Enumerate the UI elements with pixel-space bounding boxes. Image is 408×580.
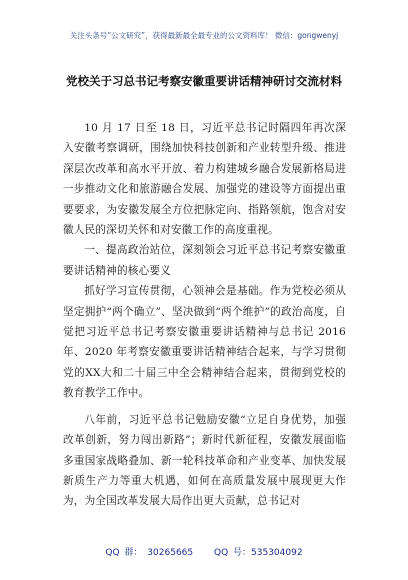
- contact-footer: [0, 545, 408, 558]
- paragraph-intro: 10 月 17 日至 18 日，习近平总书记时隔四年再次深入安徽考察调研，围绕加快科技创新和产业转型升级、推进深层次改革和高水平开放、着力构建城乡融合发展新格局进一步推动文化和旅游融合发展、加强党的建设等方面提出重要要求，为安徽发展全方位把脉定向、指路领航，饱含对安徽人民的深切关怀和对安徽工作的高度重视。: [63, 122, 346, 237]
- qq-group-text: QQ 群： 30265665: [105, 548, 194, 558]
- document-body: [63, 118, 346, 512]
- section-heading-1: 一、提高政治站位，深刻领会习近平总书记考察安徽重要讲话精神的核心要义: [63, 244, 346, 277]
- promo-banner: 关注头条号“公文研究”，获得最新最全最专业的公文资料库！ 微信：gongwenyj: [69, 31, 339, 40]
- qq-number-text: QQ 号：535304092: [214, 548, 303, 558]
- document-title: 党校关于习总书记考察安徽重要讲话精神研讨交流材料: [66, 74, 342, 88]
- paragraph-study: 抓好学习宣传贯彻，心领神会是基础。作为党校必须从坚定拥护“两个确立”、坚决做到“两个维护”的政治高度，自觉把习近平总书记考察安徽重要讲话精神与总书记 2016 年、2020 年考察安徽重要讲话精神结合起来，与学习贯彻党的XX大和二十届三中全会精神结合起来，贯彻到党校的教育教学工作中。: [63, 285, 346, 400]
- paragraph-eight-years: 八年前，习近平总书记勉励安徽“立足自身优势，加强改革创新，努力闯出新路”；新时代新征程，安徽发展面临多重国家战略叠加、新一轮科技革命和产业变革、加快发展新质生产力等重大机遇，如何在高质量发展中展现更大作为，为全国改革发展大局作出更大贡献，总书记对: [63, 413, 346, 508]
